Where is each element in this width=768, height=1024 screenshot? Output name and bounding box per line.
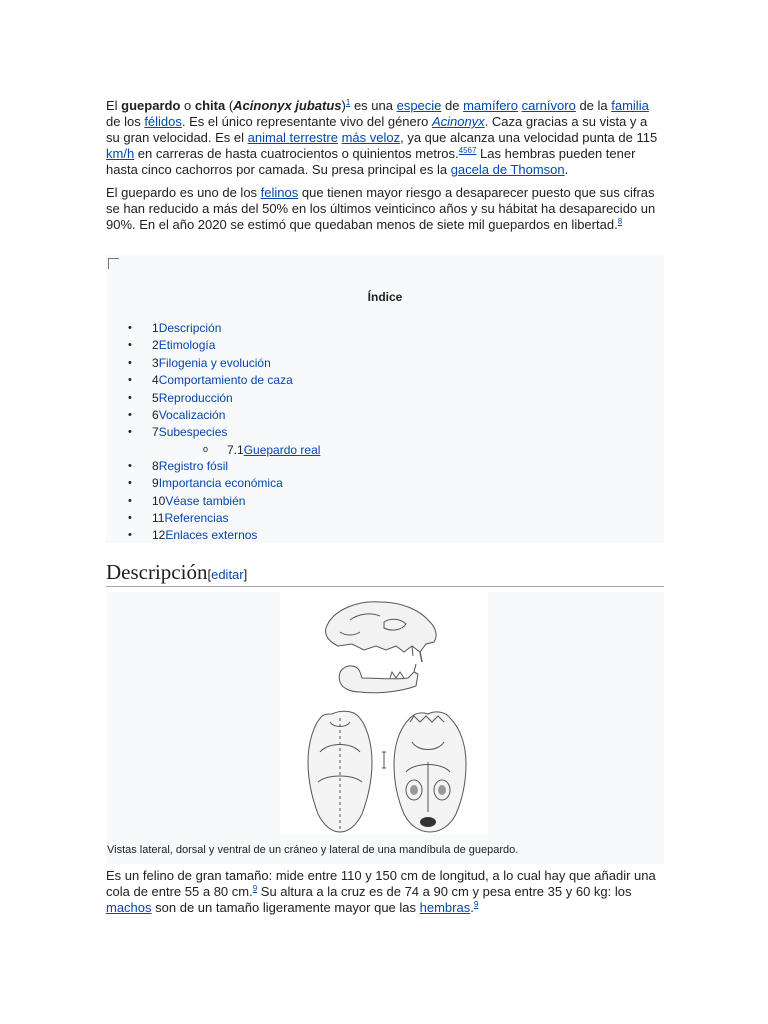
- toc-number: 12: [152, 528, 166, 543]
- text: de: [441, 98, 464, 113]
- text: o: [180, 98, 195, 113]
- toc-item-link[interactable]: Subespecies: [158, 425, 228, 440]
- toc-item[interactable]: [106, 527, 664, 544]
- toc-item-number: [152, 355, 271, 372]
- edit-bracket-open: [: [207, 567, 212, 582]
- toc-number: 2: [152, 338, 159, 353]
- toc-item[interactable]: [106, 424, 664, 441]
- toc-number: 8: [152, 458, 159, 473]
- toc-item[interactable]: [106, 390, 664, 407]
- toc-item-link[interactable]: Referencias: [164, 510, 229, 525]
- toc-toggle-checkbox[interactable]: [108, 258, 119, 269]
- text: (: [225, 98, 234, 113]
- toc-item[interactable]: [106, 407, 664, 424]
- link-acinonyx[interactable]: Acinonyx: [431, 114, 485, 129]
- text: de los: [106, 114, 145, 129]
- toc-item-number: [152, 320, 221, 337]
- toc-subitem-link[interactable]: Guepardo real: [243, 442, 321, 457]
- toc-item[interactable]: [106, 493, 664, 510]
- text: .: [470, 900, 474, 915]
- toc-number: 7.1: [227, 442, 244, 457]
- toc-number: 9: [152, 476, 159, 491]
- link-felinos[interactable]: felinos: [260, 185, 299, 200]
- link-mamifero[interactable]: mamífero: [463, 98, 518, 113]
- toc-item-link[interactable]: Vocalización: [158, 407, 226, 422]
- toc-number: 1: [152, 321, 159, 335]
- toc-list: [106, 320, 664, 545]
- toc-item-link[interactable]: Enlaces externos: [165, 528, 258, 543]
- bullet: •: [128, 477, 132, 490]
- toc-item-number: [152, 337, 215, 354]
- skull-illustration[interactable]: [280, 592, 488, 834]
- toc-item-link[interactable]: Descripción: [158, 321, 222, 335]
- toc-number: 10: [152, 493, 166, 508]
- toc-item-number: [152, 527, 257, 544]
- intro-paragraph: [106, 98, 664, 178]
- link-carnivoro[interactable]: carnívoro: [521, 98, 576, 113]
- toc-item-number: [152, 372, 293, 389]
- link-machos[interactable]: machos: [106, 900, 152, 915]
- bullet: •: [128, 339, 132, 352]
- toc-item[interactable]: [106, 355, 664, 372]
- text: El: [106, 98, 122, 113]
- toc-title: Índice: [367, 290, 403, 304]
- skull-drawing: [280, 592, 488, 834]
- toc-item-link[interactable]: Filogenia y evolución: [158, 355, 271, 370]
- sub-bullet: o: [203, 443, 209, 454]
- toc-number: 7: [152, 425, 159, 440]
- link-familia[interactable]: familia: [611, 98, 649, 113]
- text: que tienen mayor riesgo a desaparecer puesto que sus cifras se han reducido a más del 50% en los últimos veinticinco años y su hábitat ha desaparecido un 90%. En el año 2020 se estimó que quedaban menos de siete mil guepardos en libertad.: [106, 185, 656, 232]
- figure-thumbnail: [106, 592, 664, 864]
- bullet: •: [128, 322, 132, 334]
- section-title: Descripción: [106, 560, 208, 584]
- bullet: •: [128, 459, 132, 472]
- table-of-contents: [106, 255, 664, 543]
- toc-number: 4: [152, 373, 159, 388]
- text: Es un felino de gran tamaño: mide entre 110 y 150 cm de longitud, a lo cual hay que añadir una cola de entre 55 a 80 cm.: [106, 868, 656, 899]
- toc-item-link[interactable]: Véase también: [165, 493, 246, 508]
- edit-link[interactable]: editar: [211, 567, 244, 582]
- bullet: •: [128, 408, 132, 421]
- bold-term-guepardo: guepardo: [121, 98, 181, 113]
- toc-item-number: [152, 390, 233, 407]
- bullet: •: [128, 426, 132, 439]
- toc-item-link[interactable]: Importancia económica: [158, 476, 283, 491]
- text: de la: [575, 98, 612, 113]
- toc-item-number: [152, 493, 245, 510]
- toc-item[interactable]: [106, 510, 664, 527]
- text: .: [564, 162, 569, 177]
- text: en carreras de hasta cuatrocientos o quinientos metros.: [134, 146, 459, 161]
- toc-item-number: [152, 510, 229, 527]
- text: Las hembras pueden tener hasta cinco cachorros por camada. Su presa principal es la: [106, 146, 636, 177]
- text: ): [341, 98, 346, 113]
- toc-item-number: [152, 458, 228, 475]
- risk-paragraph: [106, 185, 664, 233]
- toc-item-link[interactable]: Comportamiento de caza: [158, 373, 293, 388]
- scientific-name: Acinonyx jubatus: [233, 98, 342, 113]
- bullet: •: [128, 529, 132, 542]
- link-felidos[interactable]: félidos: [144, 114, 182, 129]
- link-mas-veloz[interactable]: más veloz: [341, 130, 401, 145]
- toc-item-link[interactable]: Reproducción: [158, 390, 233, 405]
- text: es una: [350, 98, 397, 113]
- bullet: •: [128, 511, 132, 524]
- link-kmh[interactable]: km/h: [106, 146, 135, 161]
- link-especie[interactable]: especie: [396, 98, 442, 113]
- link-hembras[interactable]: hembras: [419, 900, 471, 915]
- toc-item-number: [152, 475, 283, 492]
- bullet: •: [128, 391, 132, 404]
- size-paragraph: [106, 868, 664, 916]
- toc-item-number: [152, 424, 227, 441]
- bullet: •: [128, 356, 132, 369]
- reference-link[interactable]: 1: [345, 98, 351, 107]
- text: . Es el único representante vivo del género: [181, 114, 432, 129]
- bold-term-chita: chita: [194, 98, 226, 113]
- toc-item[interactable]: [106, 475, 664, 492]
- text: . Caza gracias a su vista y a su gran velocidad. Es el: [106, 114, 648, 145]
- figure-caption: Vistas lateral, dorsal y ventral de un cráneo y lateral de una mandíbula de guepardo.: [107, 844, 519, 856]
- reference-link[interactable]: 4567: [458, 146, 477, 155]
- toc-number: 5: [152, 390, 159, 405]
- bullet: •: [128, 374, 132, 387]
- reference-link[interactable]: 9: [473, 900, 479, 909]
- text: , ya que alcanza una velocidad punta de 115: [400, 130, 658, 145]
- toc-number: 11: [152, 510, 165, 525]
- reference-link[interactable]: 9: [252, 884, 258, 893]
- edit-bracket-close: ]: [243, 567, 248, 582]
- toc-number: 3: [152, 355, 159, 370]
- text: son de un tamaño ligeramente mayor que las: [151, 900, 420, 915]
- section-heading-descripcion: [106, 558, 664, 587]
- link-gacela-thomson[interactable]: gacela de Thomson: [450, 162, 565, 177]
- toc-subitem-number: [227, 442, 320, 458]
- toc-item-number: [152, 407, 225, 424]
- toc-subitem[interactable]: [106, 442, 664, 458]
- toc-item-link[interactable]: Etimología: [158, 338, 216, 353]
- edit-section: [207, 567, 247, 582]
- text: El guepardo es uno de los: [106, 185, 261, 200]
- link-animal-terrestre[interactable]: animal terrestre: [247, 130, 338, 145]
- toc-item-link[interactable]: Registro fósil: [158, 458, 229, 473]
- toc-item[interactable]: [106, 320, 664, 337]
- toc-item[interactable]: [106, 337, 664, 354]
- text: Su altura a la cruz es de 74 a 90 cm y pesa entre 35 y 60 kg: los: [257, 884, 632, 899]
- toc-number: 6: [152, 407, 159, 422]
- toc-item[interactable]: [106, 372, 664, 389]
- bullet: •: [128, 494, 132, 507]
- reference-link[interactable]: 8: [617, 217, 623, 226]
- toc-item[interactable]: [106, 458, 664, 475]
